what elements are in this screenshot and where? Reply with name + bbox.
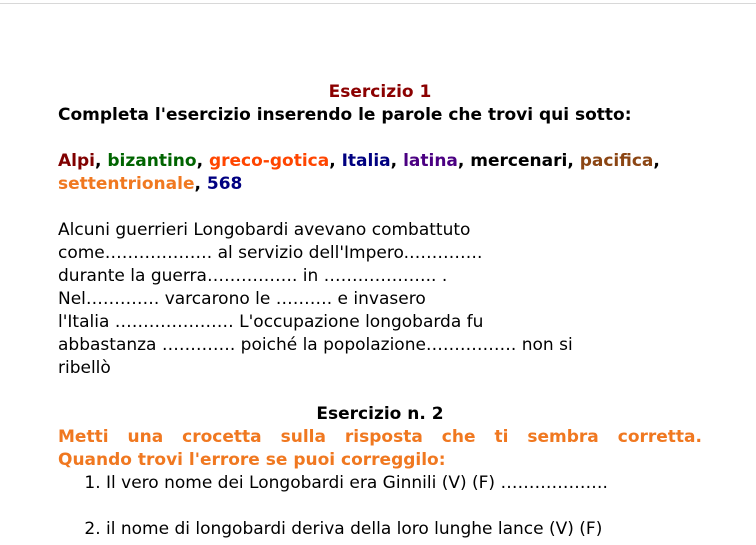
word-bank: Alpi, bizantino, greco-gotica, Italia, latina, mercenari, pacifica, settentrionale, 568 bbox=[58, 151, 660, 194]
word-item: latina bbox=[403, 151, 458, 171]
paragraph-line: ribellò bbox=[58, 358, 111, 378]
exercise2-instruction-line1: Metti una crocetta sulla risposta che ti sembra corretta. bbox=[58, 427, 702, 447]
paragraph-line: come………………. al servizio dell'Impero.…………. bbox=[58, 243, 483, 263]
exercise2-instruction bbox=[58, 426, 702, 472]
paragraph-line: abbastanza …………. poiché la popolazione……………. non si bbox=[58, 335, 573, 355]
paragraph-line: Alcuni guerrieri Longobardi avevano combattuto bbox=[58, 220, 471, 240]
window-top-border bbox=[0, 3, 756, 4]
exercise2-title: Esercizio n. 2 bbox=[316, 404, 444, 424]
word-item: mercenari bbox=[470, 151, 568, 171]
word-item: Alpi bbox=[58, 151, 95, 171]
word-item: 568 bbox=[206, 174, 243, 194]
paragraph-line: durante la guerra……………. in ……………….. . bbox=[58, 266, 448, 286]
question-item: 1. Il vero nome dei Longobardi era Ginnili (V) (F) ………………. bbox=[106, 472, 702, 495]
paragraph-line: Nel…………. varcarono le ………. e invasero bbox=[58, 289, 426, 309]
word-item: bizantino bbox=[107, 151, 197, 171]
word-item: Italia bbox=[341, 151, 391, 171]
exercise1-instruction: Completa l'esercizio inserendo le parole che trovi qui sotto: bbox=[58, 105, 632, 125]
question-list bbox=[58, 472, 702, 541]
exercise1-title: Esercizio 1 bbox=[328, 82, 432, 102]
question-item: 2. il nome di longobardi deriva della loro lunghe lance (V) (F) bbox=[106, 518, 666, 541]
word-item: pacifica bbox=[579, 151, 654, 171]
word-item: settentrionale bbox=[58, 174, 195, 194]
word-item: greco-gotica bbox=[208, 151, 330, 171]
document-body bbox=[58, 81, 702, 541]
exercise2-instruction-line2: Quando trovi l'errore se puoi correggilo: bbox=[58, 450, 446, 470]
paragraph-line: l'Italia ………………… L'occupazione longobarda fu bbox=[58, 312, 484, 332]
fill-in-paragraph bbox=[58, 219, 658, 380]
